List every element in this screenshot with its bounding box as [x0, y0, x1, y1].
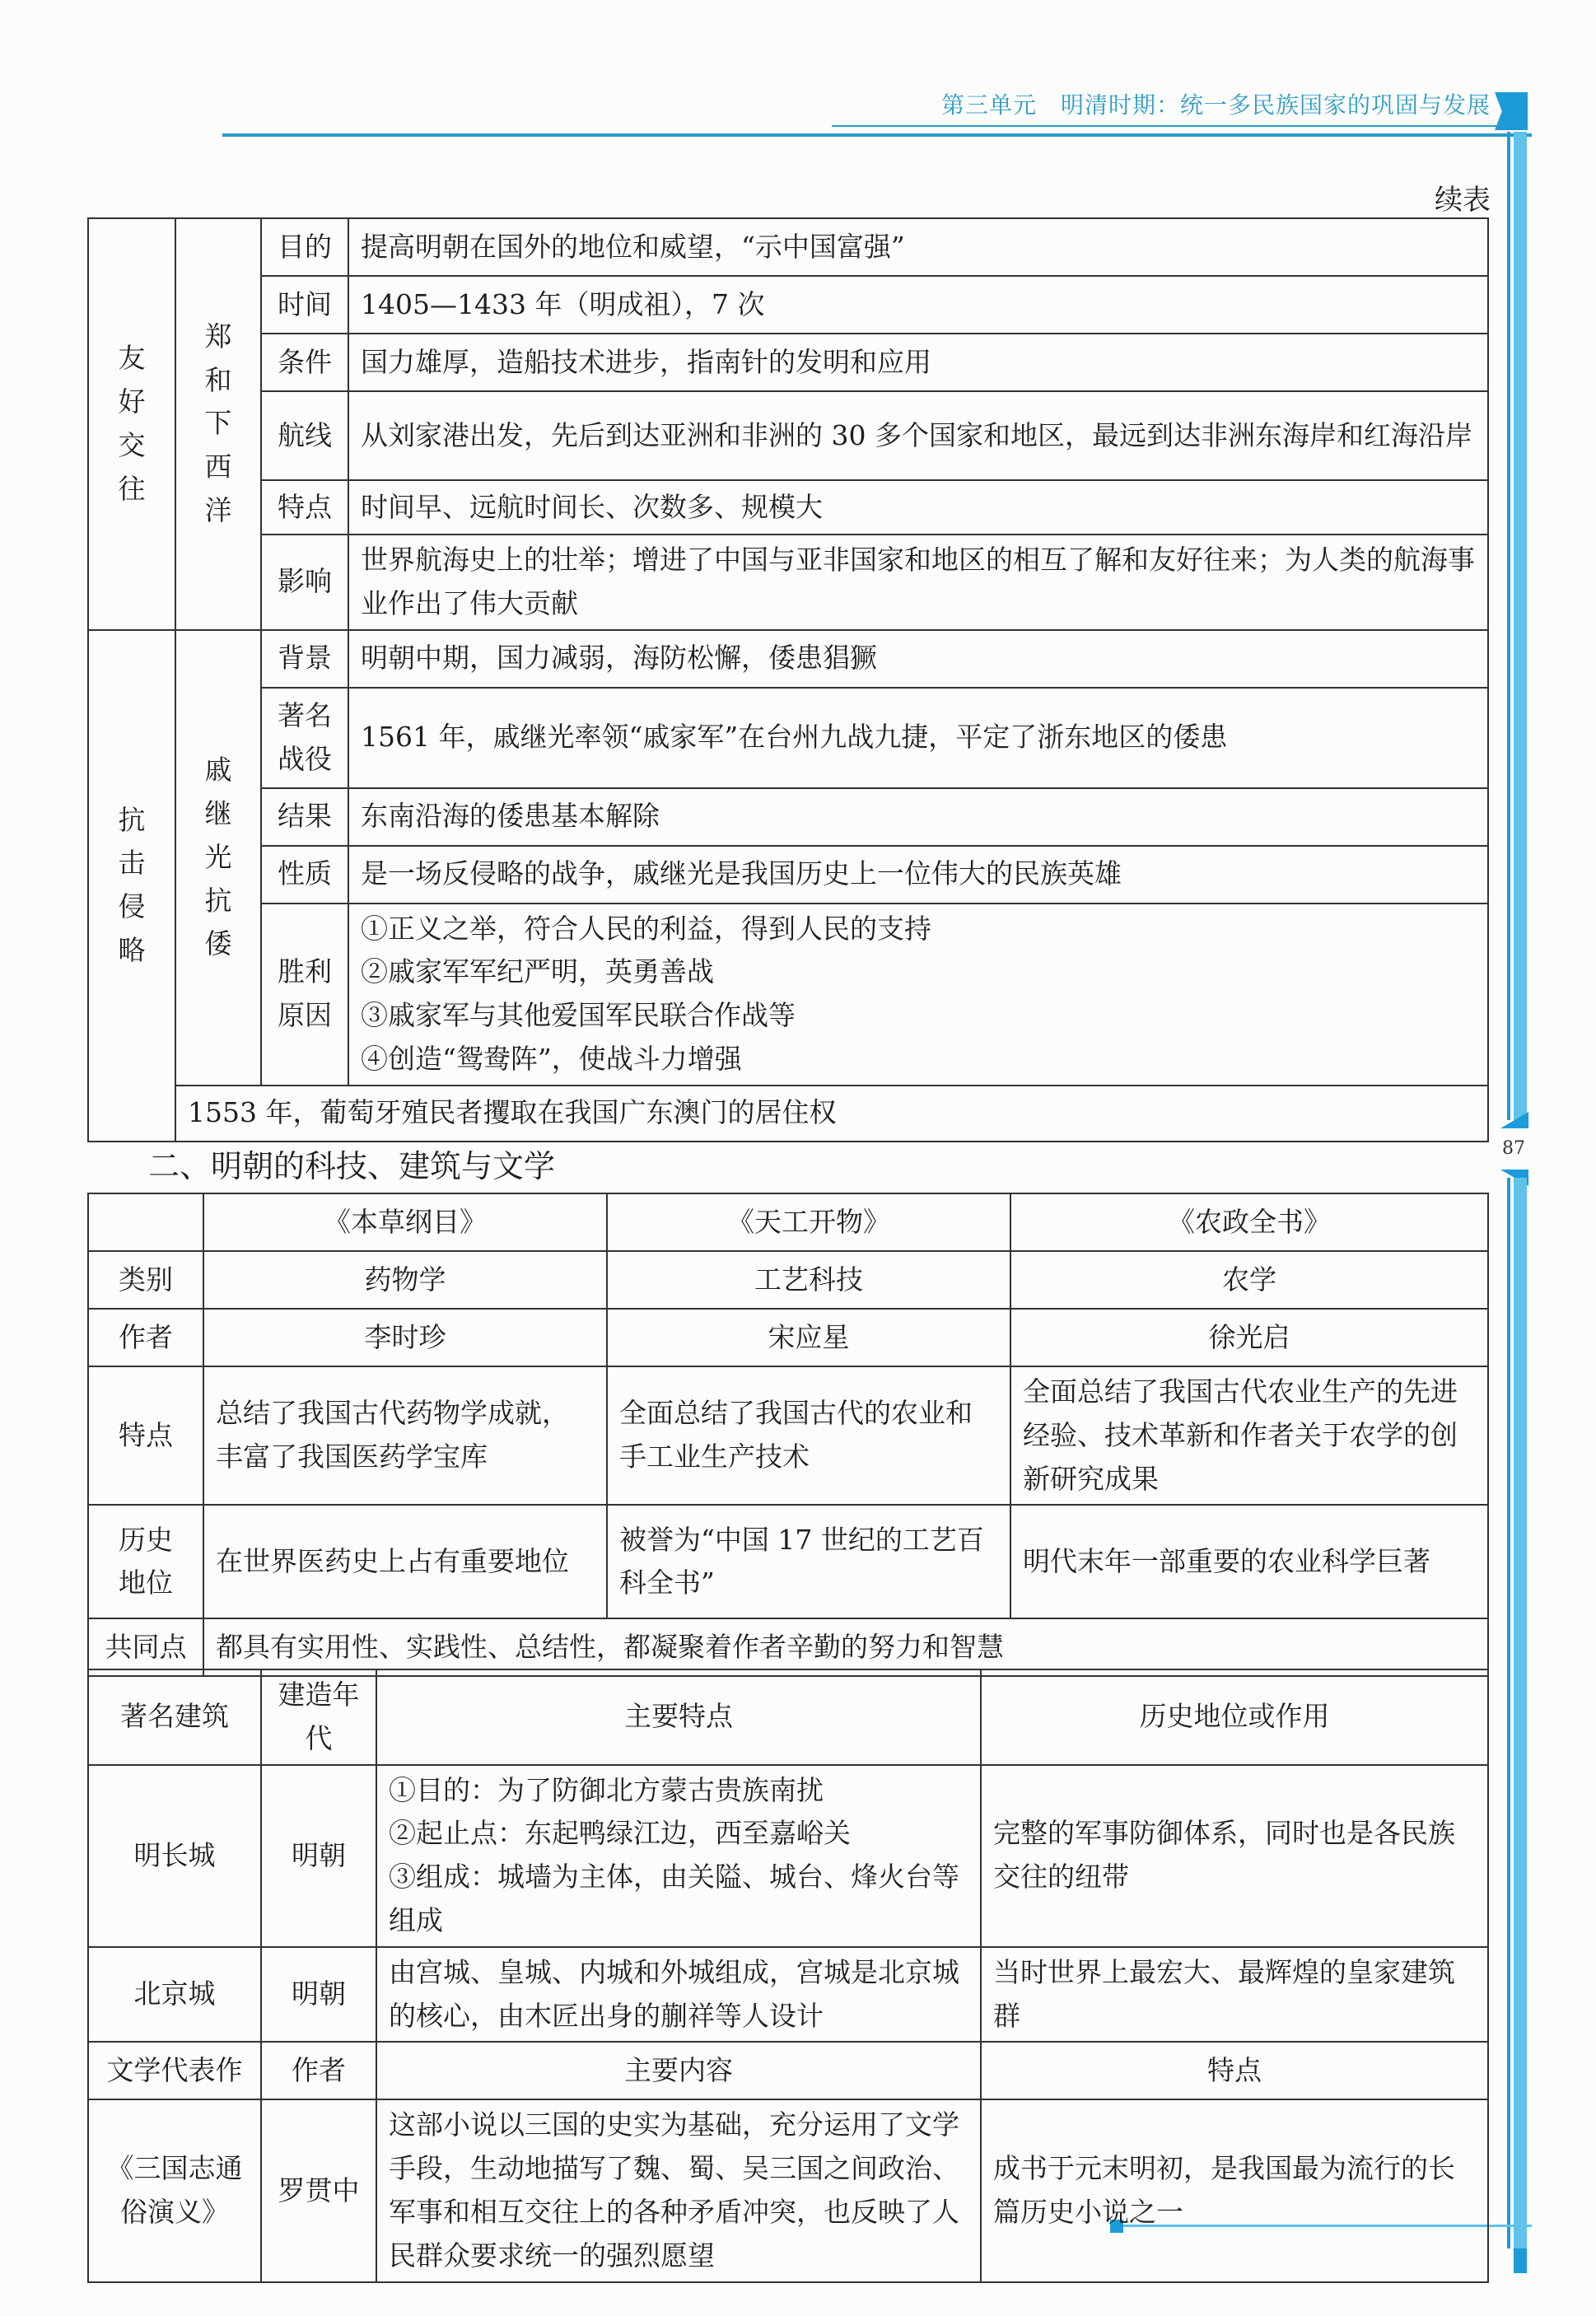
victory-reasons [348, 904, 1488, 1086]
cell: 徐光启 [1010, 1309, 1488, 1366]
table-row [88, 2099, 1488, 2281]
table-row [88, 391, 1488, 480]
table-row [88, 1947, 1488, 2043]
list-item: ①正义之举，符合人民的利益，得到人民的支持 [361, 912, 931, 945]
row-content: 时间早、远航时间长、次数多、规模大 [348, 480, 1488, 535]
column-header: 作者 [261, 2042, 376, 2099]
row-content: 提高明朝在国外的地位和威望，“示中国富强” [348, 218, 1488, 276]
row-label: 著名 战役 [278, 698, 332, 775]
side-bar-lower [1514, 1178, 1527, 2248]
table-row [88, 1618, 1488, 1676]
literary-author: 罗贯中 [261, 2099, 376, 2281]
row-label: 时间 [261, 276, 348, 334]
cell: 在世界医药史上占有重要地位 [203, 1505, 607, 1618]
list-item: ④创造“鸳鸯阵”，使战斗力增强 [361, 1042, 742, 1075]
cell: 宋应星 [607, 1309, 1010, 1366]
table-row [88, 688, 1488, 788]
row-content: 世界航海史上的壮举；增进了中国与亚非国家和地区的相互了解和友好往来；为人类的航海事业作出了伟大贡献 [348, 535, 1488, 630]
table-row [88, 788, 1488, 846]
table-row [88, 334, 1488, 391]
side-bar-upper-edge [1507, 132, 1510, 1120]
building-era: 明朝 [261, 1765, 376, 1947]
architecture-literature-table [87, 1669, 1489, 2283]
row-label: 历史 地位 [119, 1523, 173, 1599]
row-content: 1561 年，戚继光率领“戚家军”在台州九战九捷，平定了浙东地区的倭患 [348, 688, 1488, 788]
building-features [376, 1765, 981, 1947]
list-item: ②起止点：东起鸭绿江边，西至嘉峪关 [389, 1817, 851, 1850]
cell: 总结了我国古代药物学成就，丰富了我国医药学宝库 [203, 1366, 607, 1505]
cell: 全面总结了我国古代的农业和手工业生产技术 [607, 1366, 1010, 1505]
row-label: 性质 [261, 846, 348, 904]
list-item: ②戚家军军纪严明，英勇善战 [361, 955, 714, 988]
table-row [88, 1765, 1488, 1947]
column-header: 特点 [981, 2042, 1488, 2099]
building-name: 明长城 [88, 1765, 261, 1947]
column-header: 《天工开物》 [607, 1193, 1010, 1251]
side-bar-lower-edge [1507, 1178, 1510, 2248]
row-content: 明朝中期，国力减弱，海防松懈，倭患猖獗 [348, 630, 1488, 688]
cell: 农学 [1010, 1251, 1488, 1309]
table-header-row [88, 2042, 1488, 2099]
building-significance: 完整的军事防御体系，同时也是各民族交往的纽带 [981, 1765, 1488, 1947]
cell: 明代末年一部重要的农业科学巨著 [1010, 1505, 1488, 1618]
column-header: 建造年代 [261, 1669, 376, 1765]
table-row [88, 1366, 1488, 1505]
table-row [88, 480, 1488, 535]
side-bar-end [1514, 2248, 1527, 2273]
row-label: 结果 [261, 788, 348, 846]
column-header: 主要内容 [376, 2042, 981, 2099]
row-label: 特点 [261, 480, 348, 535]
row-label: 影响 [261, 535, 348, 630]
table-row [88, 846, 1488, 904]
category-label: 友 好 交 往 [118, 342, 146, 505]
literary-feature: 成书于元末明初，是我国最为流行的长篇历史小说之一 [981, 2099, 1488, 2281]
column-header: 历史地位或作用 [981, 1669, 1488, 1765]
table-row [88, 218, 1488, 276]
category-cell [88, 218, 175, 630]
row-content: 是一场反侵略的战争，戚继光是我国历史上一位伟大的民族英雄 [348, 846, 1488, 904]
building-significance: 当时世界上最宏大、最辉煌的皇家建筑群 [981, 1947, 1488, 2043]
note-cell: 1553 年，葡萄牙殖民者攫取在我国广东澳门的居住权 [175, 1086, 1488, 1142]
building-era: 明朝 [261, 1947, 376, 2043]
common-value: 都具有实用性、实践性、总结性，都凝聚着作者辛勤的努力和智慧 [203, 1618, 1488, 1676]
header-rule-thin [832, 125, 1507, 127]
table-row [88, 1505, 1488, 1618]
table-row [88, 630, 1488, 688]
row-label-stacked [261, 904, 348, 1086]
cell: 李时珍 [203, 1309, 607, 1366]
foreign-relations-table [87, 217, 1489, 1142]
row-label-stacked [261, 688, 348, 788]
table-row [88, 904, 1488, 1086]
row-content: 国力雄厚，造船技术进步，指南针的发明和应用 [348, 334, 1488, 391]
table-row [88, 1309, 1488, 1366]
cell: 全面总结了我国古代农业生产的先进经验、技术革新和作者关于农学的创新研究成果 [1010, 1366, 1488, 1505]
science-books-table [87, 1193, 1489, 1677]
section-title: 二、明朝的科技、建筑与文学 [148, 1148, 556, 1184]
literary-work: 《三国志通俗演义》 [88, 2099, 261, 2281]
list-item: ①目的：为了防御北方蒙古贵族南扰 [389, 1773, 824, 1806]
cell: 工艺科技 [607, 1251, 1010, 1309]
row-label: 特点 [88, 1366, 203, 1505]
continued-label: 续表 [1435, 184, 1491, 217]
row-label: 作者 [88, 1309, 203, 1366]
table-row [88, 535, 1488, 630]
column-header: 《本草纲目》 [203, 1193, 607, 1251]
empty-cell [88, 1193, 203, 1251]
row-label: 条件 [261, 334, 348, 391]
table-row [88, 276, 1488, 334]
row-label: 背景 [261, 630, 348, 688]
list-item: ③组成：城墙为主体，由关隘、城台、烽火台等组成 [389, 1861, 959, 1936]
column-header: 主要特点 [376, 1669, 981, 1765]
category-label: 抗 击 侵 略 [118, 803, 146, 966]
column-header: 文学代表作 [88, 2042, 261, 2099]
topic-label: 郑 和 下 西 洋 [204, 320, 232, 526]
header-rule [222, 133, 1532, 137]
table-row [88, 1251, 1488, 1309]
cell: 药物学 [203, 1251, 607, 1309]
literary-content: 这部小说以三国的史实为基础，充分运用了文学手段，生动地描写了魏、蜀、吴三国之间政治、军事和相互交往上的各种矛盾冲突，也反映了人民群众要求统一的强烈愿望 [376, 2099, 981, 2281]
row-label: 类别 [88, 1251, 203, 1309]
building-name: 北京城 [88, 1947, 261, 2043]
topic-cell [175, 218, 261, 630]
category-cell [88, 630, 175, 1142]
topic-label: 戚 继 光 抗 倭 [204, 754, 232, 960]
table-header-row [88, 1193, 1488, 1251]
row-label: 胜利 原因 [278, 955, 332, 1032]
row-content: 东南沿海的倭患基本解除 [348, 788, 1488, 846]
building-features: 由宫城、皇城、内城和外城组成，宫城是北京城的核心，由木匠出身的蒯祥等人设计 [376, 1947, 981, 2043]
column-header: 著名建筑 [88, 1669, 261, 1765]
row-label-stacked [88, 1505, 203, 1618]
row-content: 1405—1433 年（明成祖），7 次 [348, 276, 1488, 334]
row-label: 航线 [261, 391, 348, 480]
row-label: 共同点 [88, 1618, 203, 1676]
topic-cell [175, 630, 261, 1086]
table-row [88, 1086, 1488, 1142]
side-bar-upper [1514, 132, 1527, 1120]
row-label: 目的 [261, 218, 348, 276]
unit-title: 第三单元 明清时期：统一多民族国家的巩固与发展 [940, 91, 1491, 119]
list-item: ③戚家军与其他爱国军民联合作战等 [361, 999, 796, 1032]
cell: 被誉为“中国 17 世纪的工艺百科全书” [607, 1505, 1010, 1618]
column-header: 《农政全书》 [1010, 1193, 1488, 1251]
table-header-row [88, 1669, 1488, 1765]
row-content: 从刘家港出发，先后到达亚洲和非洲的 30 多个国家和地区，最远到达非洲东海岸和红海沿岸 [348, 391, 1488, 480]
page-number: 87 [1502, 1138, 1525, 1159]
